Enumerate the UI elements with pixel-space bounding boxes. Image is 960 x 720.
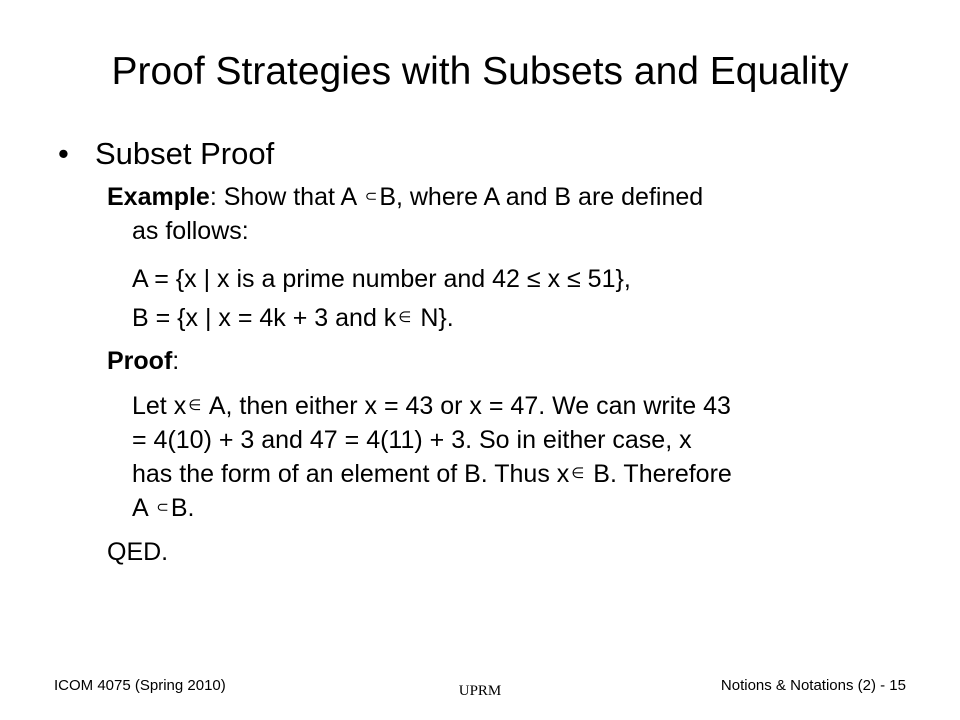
proof-line-3-end: B. Therefore [586,460,732,488]
set-b-start: B = {x | x = 4k + 3 and k [132,304,397,332]
proof-label: Proof [107,347,173,375]
subset-symbol: ⊂ [364,188,378,205]
set-a-definition: A = {x | x is a prime number and 42 ≤ x ≤ 51}, [132,265,631,293]
footer-slide-number: Notions & Notations (2) - 15 [720,677,906,694]
slide-title: Proof Strategies with Subsets and Equality [111,50,849,93]
bullet-marker: • [58,136,69,171]
proof-heading [107,344,179,378]
proof-line-4-start: A [132,494,155,522]
bullet-text: Subset Proof [95,136,275,171]
proof-line-4 [132,491,194,525]
element-symbol: ∈ [571,465,585,482]
qed-line: QED. [107,538,169,566]
proof-line-3-start: has the form of an element of B. Thus x [132,460,570,488]
proof-line-4-end: B. [170,494,195,522]
proof-line-1-start: Let x [132,392,187,420]
subset-symbol: ⊂ [156,499,169,516]
proof-line-1-end: A, then either x = 43 or x = 47. We can write 43 [203,392,731,420]
footer-institution: UPRM [458,683,502,699]
proof-line-2: = 4(10) + 3 and 47 = 4(11) + 3. So in either case, x [132,426,692,454]
proof-line-1 [132,389,731,423]
example-text-a: : Show that A [209,183,363,211]
element-symbol: ∈ [188,397,202,414]
set-b-definition [132,301,454,335]
example-label: Example [107,183,210,211]
element-symbol: ∈ [398,309,412,326]
footer-course: ICOM 4075 (Spring 2010) [54,677,226,694]
example-text-b: B, where A and B are defined [379,183,704,211]
proof-line-3 [132,457,732,491]
example-line-2: as follows: [132,217,249,245]
example-line-1 [107,180,703,214]
set-b-end: N}. [413,304,454,332]
proof-colon: : [172,347,180,375]
bullet-subset-proof [58,132,274,176]
